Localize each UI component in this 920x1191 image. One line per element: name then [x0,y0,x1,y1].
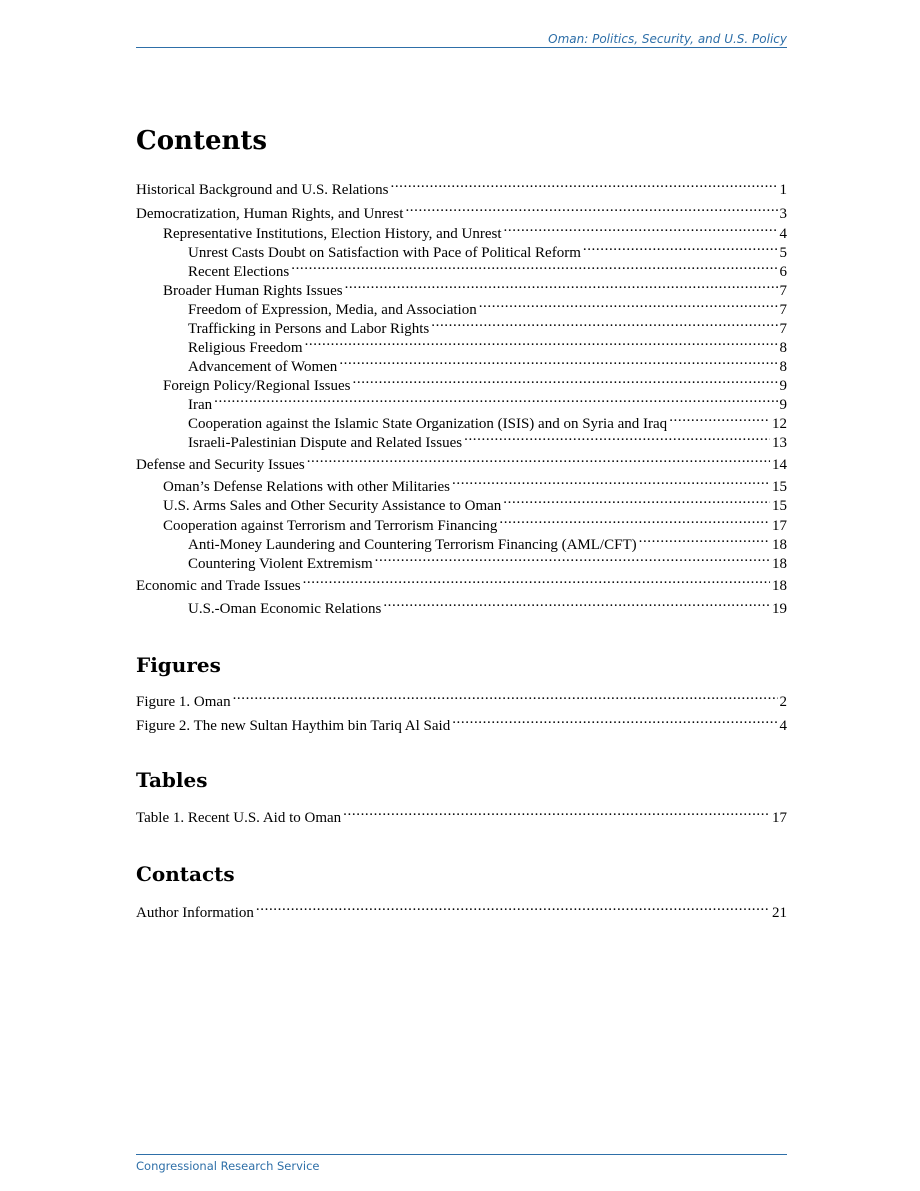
toc-entry[interactable] [163,218,787,242]
dot-leader [375,548,770,568]
toc-entry-page: 13 [772,435,787,451]
toc-entry[interactable] [188,389,787,413]
toc-entry[interactable] [188,548,787,572]
figure-entry-page: 2 [779,694,787,710]
contact-entry[interactable] [136,897,787,921]
dot-leader [390,174,777,194]
toc-entry-label: Historical Background and U.S. Relations [136,182,389,198]
contact-entry-label: Author Information [136,905,254,921]
toc-entry-page: 15 [772,498,787,514]
toc-entry-label: Broader Human Rights Issues [163,283,343,299]
toc-entry[interactable] [188,408,787,432]
toc-entry-page: 18 [772,537,787,553]
dot-leader [353,370,778,390]
toc-entry-page: 4 [779,226,787,242]
toc-entry[interactable] [136,198,787,222]
toc-entry-page: 18 [772,556,787,572]
dot-leader [345,275,778,295]
toc-entry-label: Foreign Policy/Regional Issues [163,378,351,394]
dot-leader [503,490,770,510]
toc-entry-label: Cooperation against the Islamic State Organization (ISIS) and on Syria and Iraq [188,416,668,432]
figures-heading: Figures [136,653,221,677]
toc-entry-label: Representative Institutions, Election History, and Unrest [163,226,502,242]
dot-leader [307,449,770,469]
toc-entry[interactable] [188,294,787,318]
toc-entry[interactable] [188,351,787,375]
table-entry-label: Table 1. Recent U.S. Aid to Oman [136,810,342,826]
toc-entry-label: Religious Freedom [188,340,303,356]
dot-leader [583,237,778,257]
dot-leader [639,529,770,549]
contact-entry-page: 21 [772,905,787,921]
toc-entry[interactable] [188,332,787,356]
toc-entry-label: Democratization, Human Rights, and Unrest [136,206,404,222]
tables-heading: Tables [136,768,208,792]
page-footer [136,1154,787,1175]
footer-publisher: Congressional Research Service [136,1159,320,1173]
toc-entry-page: 8 [779,340,787,356]
figure-entry[interactable] [136,686,787,710]
toc-entry-label: Oman’s Defense Relations with other Militaries [163,479,451,495]
dot-leader [452,710,777,730]
contacts-heading: Contacts [136,862,235,886]
toc-entry-page: 14 [772,457,787,473]
toc-entry-page: 19 [772,601,787,617]
toc-entry-label: Freedom of Expression, Media, and Association [188,302,477,318]
dot-leader [405,198,777,218]
toc-entry-page: 7 [779,321,787,337]
dot-leader [479,294,778,314]
toc-entry-page: 18 [772,578,787,594]
dot-leader [214,389,777,409]
figure-entry-label: Figure 2. The new Sultan Haythim bin Tariq Al Said [136,718,451,734]
toc-entry[interactable] [136,174,787,198]
toc-entry-page: 7 [779,302,787,318]
toc-entry-label: U.S.-Oman Economic Relations [188,601,382,617]
running-header-title: Oman: Politics, Security, and U.S. Policy [548,32,787,46]
toc-entry-page: 1 [779,182,787,198]
toc-entry-label: Recent Elections [188,264,290,280]
table-entry-page: 17 [772,810,787,826]
dot-leader [291,256,777,276]
dot-leader [256,897,770,917]
toc-entry[interactable] [188,529,787,553]
dot-leader [305,332,778,352]
toc-entry[interactable] [136,570,787,594]
toc-entry-page: 8 [779,359,787,375]
dot-leader [452,471,770,491]
figure-entry-label: Figure 1. Oman [136,694,231,710]
toc-entry-label: Economic and Trade Issues [136,578,301,594]
toc-entry-page: 3 [779,206,787,222]
toc-entry-page: 9 [779,397,787,413]
toc-entry[interactable] [188,313,787,337]
page-header [136,32,787,48]
toc-entry[interactable] [163,471,787,495]
table-entry[interactable] [136,802,787,826]
toc-entry[interactable] [188,427,787,451]
toc-entry-label: Advancement of Women [188,359,338,375]
dot-leader [343,802,770,822]
toc-entry-page: 9 [779,378,787,394]
figure-entry-page: 4 [779,718,787,734]
dot-leader [431,313,777,333]
dot-leader [339,351,777,371]
toc-entry-page: 15 [772,479,787,495]
toc-entry-label: Israeli-Palestinian Dispute and Related Issues [188,435,463,451]
toc-entry[interactable] [163,370,787,394]
toc-entry-page: 7 [779,283,787,299]
dot-leader [383,593,770,613]
toc-entry[interactable] [188,593,787,617]
toc-entry-label: Unrest Casts Doubt on Satisfaction with Pace of Political Reform [188,245,581,261]
toc-entry-label: Cooperation against Terrorism and Terrorism Financing [163,518,498,534]
toc-entry[interactable] [188,237,787,261]
dot-leader [669,408,770,428]
toc-entry-label: Trafficking in Persons and Labor Rights [188,321,430,337]
toc-entry-label: Defense and Security Issues [136,457,305,473]
toc-entry-label: Anti-Money Laundering and Countering Terrorism Financing (AML/CFT) [188,537,637,553]
toc-entry[interactable] [163,275,787,299]
toc-entry[interactable] [163,490,787,514]
toc-entry-page: 5 [779,245,787,261]
dot-leader [504,218,778,238]
toc-entry[interactable] [188,256,787,280]
toc-entry-page: 17 [772,518,787,534]
dot-leader [499,510,770,530]
toc-entry-label: Iran [188,397,213,413]
dot-leader [464,427,770,447]
toc-entry-page: 12 [772,416,787,432]
dot-leader [233,686,778,706]
figure-entry[interactable] [136,710,787,734]
toc-entry-page: 6 [779,264,787,280]
contents-heading: Contents [136,126,268,156]
toc-entry[interactable] [136,449,787,473]
toc-entry[interactable] [163,510,787,534]
toc-entry-label: Countering Violent Extremism [188,556,373,572]
dot-leader [303,570,770,590]
toc-entry-label: U.S. Arms Sales and Other Security Assistance to Oman [163,498,502,514]
